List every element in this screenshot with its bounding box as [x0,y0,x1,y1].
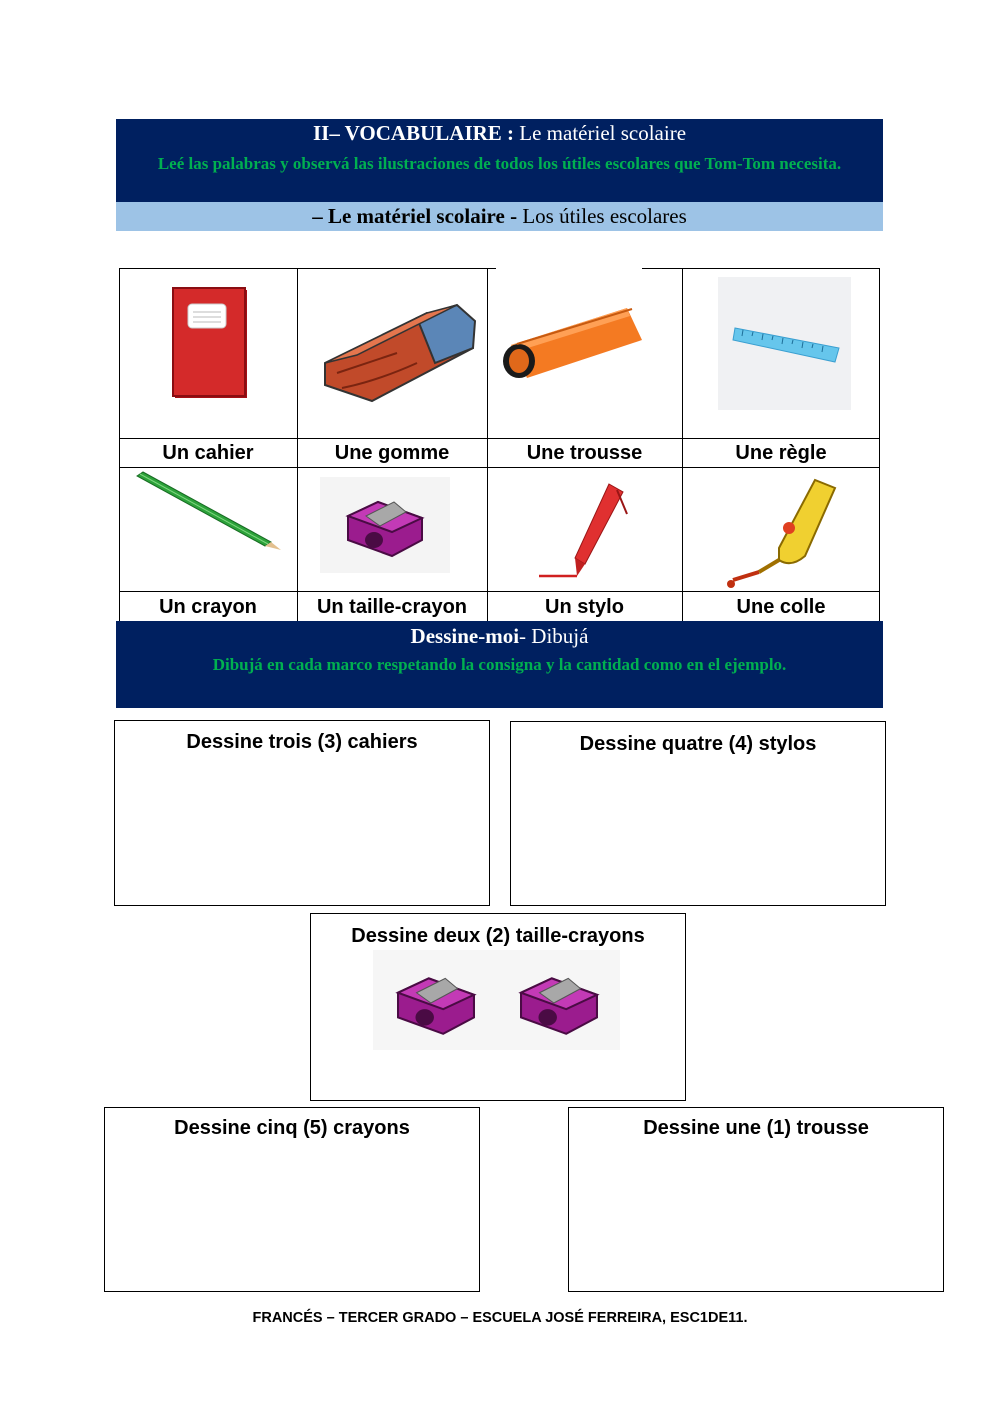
page-footer: FRANCÉS – TERCER GRADO – ESCUELA JOSÉ FERREIRA, ESC1DE11. [252,1310,748,1326]
item-label: Un cahier [124,440,292,466]
vocab-grid [119,268,880,621]
item-label: Une colle [686,594,876,620]
item-label: Un taille-crayon [301,594,483,620]
item-label: Une règle [728,440,834,466]
grid-divider [682,268,683,621]
sharpener-icon [344,488,426,564]
glue-icon [719,468,844,593]
grid-divider [119,438,880,439]
vocab-instruction: Leé las palabras y observá las ilustraciones de todos los útiles escolares que Tom-Tom necesita. [157,154,842,173]
notebook-icon [171,286,251,401]
draw-frame-crayons[interactable] [104,1107,480,1292]
grid-divider [297,268,298,621]
draw-frame-trousse[interactable] [568,1107,944,1292]
item-label: Une trousse [491,440,678,466]
pencil-icon [133,470,283,552]
eraser-icon [317,293,479,408]
ruler-icon [731,318,841,368]
frame-label: Dessine quatre (4) stylos [579,733,817,755]
frame-label: Dessine cinq (5) crayons [174,1117,410,1139]
draw-title: Dessine-moi- Dibujá [410,624,589,648]
item-label: Un crayon [124,594,292,620]
draw-frame-stylos[interactable] [510,721,886,906]
item-label: Un stylo [491,594,678,620]
grid-border [119,268,496,269]
grid-divider [487,268,488,621]
frame-label: Dessine trois (3) cahiers [186,731,418,753]
item-label: Une gomme [301,440,483,466]
pencil-case-icon [497,300,645,380]
frame-label: Dessine une (1) trousse [643,1117,869,1139]
sharpener-icon [393,964,479,1042]
vocab-subtitle: – Le matériel scolaire - Los útiles escolares [312,204,687,228]
frame-label: Dessine deux (2) taille-crayons [351,925,645,947]
pen-icon [531,478,636,583]
grid-border [119,268,120,621]
draw-instruction: Dibujá en cada marco respetando la consigna y la cantidad como en el ejemplo. [212,655,787,674]
grid-border [879,268,880,621]
grid-border [642,268,880,269]
draw-frame-taille-crayons[interactable] [310,913,686,1101]
vocab-title: II– VOCABULAIRE : Le matériel scolaire [312,121,687,145]
draw-frame-cahiers[interactable] [114,720,490,906]
sharpener-icon [516,964,602,1042]
